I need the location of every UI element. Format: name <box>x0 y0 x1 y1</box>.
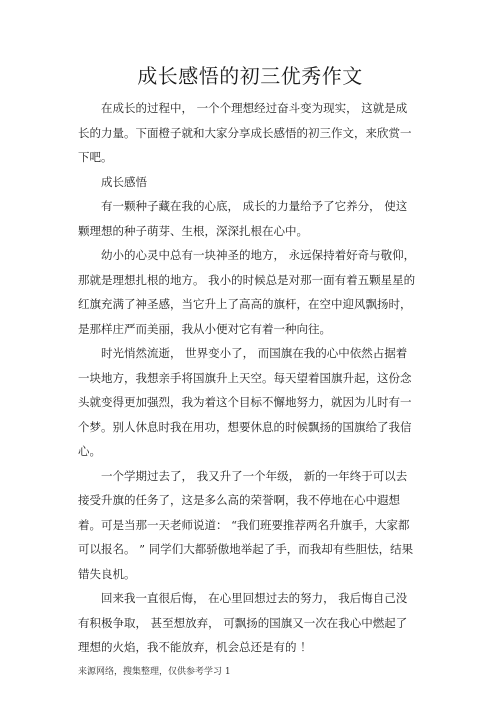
paragraph-5: 回来我一直很后悔， 在心里回想过去的努力， 我后悔自己没有积极争取， 甚至想放弃， 可飘扬的国旗又一次在我心中燃起了理想的火焰，我不能放弃，机会总还是有的 ！ <box>78 591 408 654</box>
paragraph-4: 一个学期过去了， 我又升了一个年级， 新的一年终于可以去接受升旗的任务了，这是多么高的荣誉啊，我不停地在心中遐想着。可是当那一天老师说道： “我们班要推荐两名升旗手，大家都可以报名。 ” 同学们大都骄傲地举起了手，而我却有些胆怯，结果错失良机。 <box>78 468 414 581</box>
section-subheading: 成长感悟 <box>101 174 147 189</box>
intro-paragraph: 在成长的过程中， 一个个理想经过奋斗变为现实， 这就是成长的力量。下面橙子就和大家分享成长感悟的初三作文，来欣赏一下吧。 <box>78 101 412 164</box>
paragraph-1: 有一颗种子藏在我的心底， 成长的力量给予了它养分， 使这颗理想的种子萌芽、生根，深深扎根在心中。 <box>78 199 408 238</box>
article-body <box>78 96 418 660</box>
page-footer: 来源网络，搜集整理，仅供参考学习 1 <box>78 667 231 677</box>
page-title: 成长感悟的初三优秀作文 <box>137 64 363 88</box>
paragraph-3: 时光悄然流逝， 世界变小了， 而国旗在我的心中依然占据着一块地方，我想亲手将国旗升上天空。每天望着国旗升起，这份念头就变得更加强烈，我为着这个目标不懈地努力，就因为儿时有一个梦。别人休息时我在用功，想要休息的时候飘扬的国旗给了我信心。 <box>78 346 412 458</box>
paragraph-2: 幼小的心灵中总有一块神圣的地方， 永远保持着好奇与敬仰， 那就是理想扎根的地方。 我小的时候总是对那一面有着五颗星星的红旗充满了神圣感，当它升上了高高的旗杆，在空中迎风飘扬时，是那样庄严而美丽，我从小便对它有着一种向往。 <box>78 248 416 336</box>
